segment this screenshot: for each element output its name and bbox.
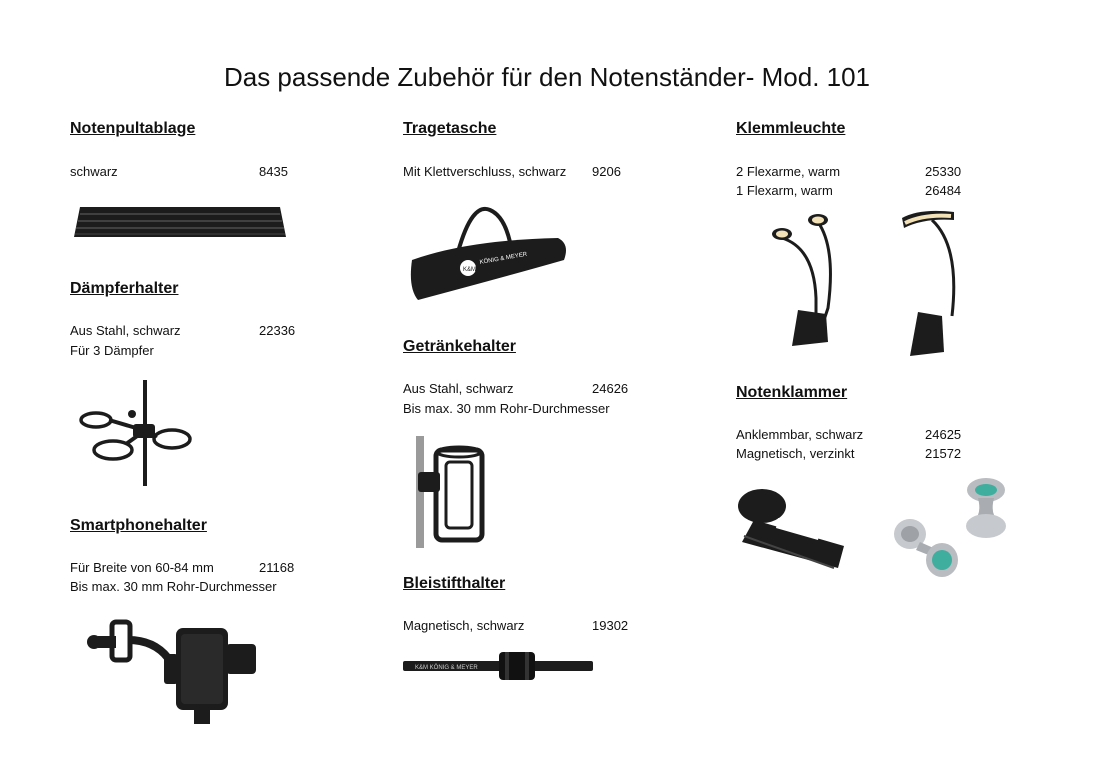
item-desc: Mit Klettverschluss, schwarz — [403, 164, 567, 179]
item-desc: Aus Stahl, schwarz — [70, 323, 181, 338]
item-number: 19302 — [592, 618, 629, 633]
heading-tragetasche: Tragetasche — [403, 120, 497, 137]
item-desc: 1 Flexarm, warm — [736, 183, 833, 198]
notenklammer-magnet-image — [890, 474, 1016, 584]
notenklammer-clip-image — [734, 484, 850, 576]
bag-brand-logo: K&M — [463, 267, 477, 273]
bleistifthalter-image — [403, 648, 595, 684]
item-number: 8435 — [259, 164, 288, 179]
page-title: Das passende Zubehör für den Notenständer- Mod. 101 — [223, 62, 871, 92]
heading-notenklammer: Notenklammer — [736, 384, 848, 401]
item-desc: schwarz — [70, 164, 118, 179]
item-number: 24625 — [925, 427, 962, 442]
item-desc: Magnetisch, verzinkt — [736, 446, 855, 461]
item-number: 21572 — [925, 446, 962, 461]
item-number: 22336 — [259, 323, 296, 338]
daempferhalter-image — [76, 378, 196, 488]
bag-brand-text: KÖNIG & MEYER — [479, 251, 528, 266]
item-note: Bis max. 30 mm Rohr-Durchmesser — [403, 401, 610, 416]
heading-notenpultablage: Notenpultablage — [70, 120, 196, 137]
item-note: Für 3 Dämpfer — [70, 343, 154, 358]
heading-klemmleuchte: Klemmleuchte — [736, 120, 846, 137]
item-desc: Aus Stahl, schwarz — [403, 381, 514, 396]
item-number: 26484 — [925, 183, 962, 198]
heading-bleistifthalter: Bleistifthalter — [403, 575, 506, 592]
heading-smartphonehalter: Smartphonehalter — [70, 517, 207, 534]
klemmleuchte-1-image — [896, 206, 962, 358]
smartphonehalter-image — [84, 610, 260, 728]
pencil-holder-brand: K&M KÖNIG & MEYER — [415, 665, 478, 671]
item-number: 9206 — [592, 164, 621, 179]
item-note: Bis max. 30 mm Rohr-Durchmesser — [70, 579, 277, 594]
item-number: 25330 — [925, 164, 962, 179]
tragetasche-image — [408, 204, 570, 304]
heading-daempferhalter: Dämpferhalter — [70, 280, 179, 297]
klemmleuchte-2-image — [766, 208, 846, 354]
item-desc: Anklemmbar, schwarz — [736, 427, 864, 442]
heading-getraenkehalter: Getränkehalter — [403, 338, 516, 355]
item-desc: Für Breite von 60-84 mm — [70, 560, 214, 575]
item-desc: Magnetisch, schwarz — [403, 618, 525, 633]
item-number: 21168 — [259, 560, 295, 575]
item-number: 24626 — [592, 381, 629, 396]
notenpultablage-image — [72, 203, 288, 241]
item-desc: 2 Flexarme, warm — [736, 164, 841, 179]
getraenkehalter-image — [412, 436, 486, 548]
